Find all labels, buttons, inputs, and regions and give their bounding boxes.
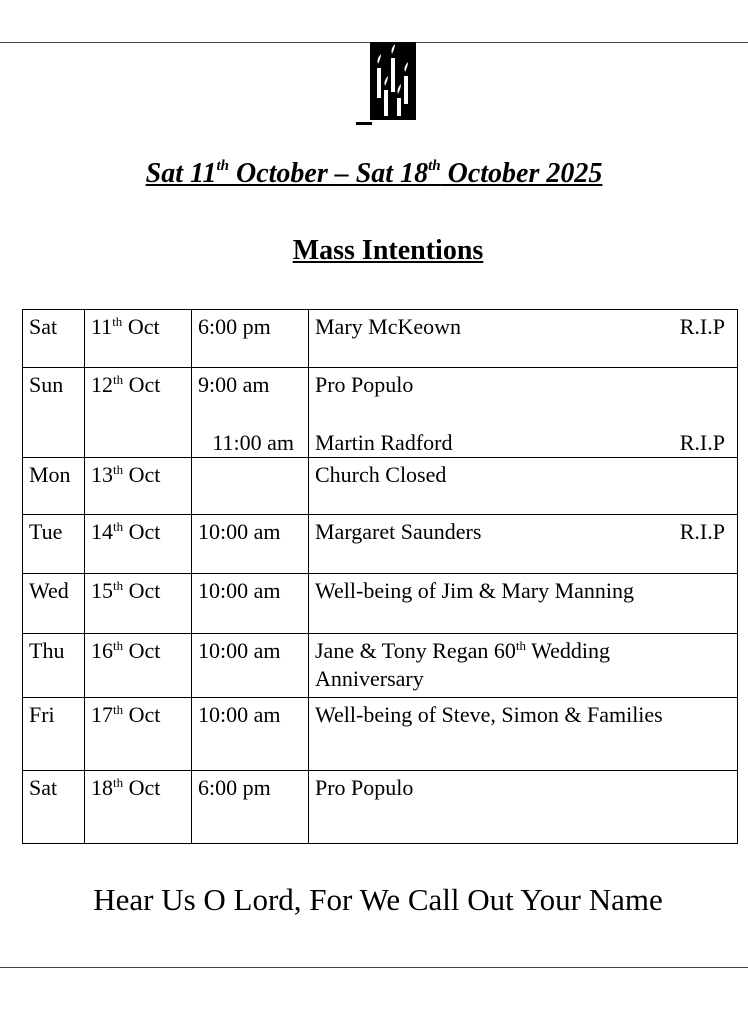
time-cell: 10:00 am (192, 574, 309, 634)
day-cell: Fri (23, 698, 85, 771)
date-cell: 17th Oct (85, 698, 192, 771)
time-cell: 6:00 pm (192, 771, 309, 844)
day-cell: Sat (23, 771, 85, 844)
intention-cell: Pro Populo (309, 771, 738, 844)
intention-cell: Mary McKeown R.I.P (309, 310, 738, 368)
intention-cell: Margaret Saunders R.I.P (309, 515, 738, 574)
mass-intentions-table (22, 309, 738, 844)
time-cell: 6:00 pm (192, 310, 309, 368)
intention-cell: Well-being of Steve, Simon & Families (309, 698, 738, 771)
second-time: 11:00 am (212, 430, 294, 455)
rip-tag: R.I.P (679, 314, 725, 339)
date-cell: 11th Oct (85, 310, 192, 368)
table-row (23, 515, 738, 574)
time-cell: 10:00 am (192, 515, 309, 574)
time-cell: 9:00 am 11:00 am (192, 368, 309, 458)
table-row (23, 574, 738, 634)
rip-tag: R.I.P (679, 519, 725, 544)
table-row (23, 458, 738, 515)
date-cell: 12th Oct (85, 368, 192, 458)
intention-cell: Jane & Tony Regan 60th Wedding Anniversary (309, 634, 738, 698)
candles-logo-icon (356, 42, 420, 128)
day-cell: Mon (23, 458, 85, 515)
date-cell: 16th Oct (85, 634, 192, 698)
bottom-rule (0, 967, 748, 968)
intention-cell: Pro Populo Martin Radford R.I.P (309, 368, 738, 458)
time-cell: 10:00 am (192, 634, 309, 698)
closing-prayer: Hear Us O Lord, For We Call Out Your Name (93, 882, 663, 917)
table-row (23, 698, 738, 771)
time-cell (192, 458, 309, 515)
table-row (23, 368, 738, 458)
mass-intentions-heading: Mass Intentions (292, 235, 484, 266)
table-row (23, 771, 738, 844)
time-cell: 10:00 am (192, 698, 309, 771)
date-range-title: Sat 11th October – Sat 18th October 2025 (145, 158, 603, 189)
day-cell: Tue (23, 515, 85, 574)
date-cell: 14th Oct (85, 515, 192, 574)
date-cell: 13th Oct (85, 458, 192, 515)
table-row (23, 634, 738, 698)
table-row (23, 310, 738, 368)
day-cell: Wed (23, 574, 85, 634)
rip-tag: R.I.P (679, 430, 725, 455)
day-cell: Thu (23, 634, 85, 698)
date-cell: 18th Oct (85, 771, 192, 844)
date-cell: 15th Oct (85, 574, 192, 634)
intention-cell: Well-being of Jim & Mary Manning (309, 574, 738, 634)
day-cell: Sun (23, 368, 85, 458)
day-cell: Sat (23, 310, 85, 368)
intention-cell: Church Closed (309, 458, 738, 515)
